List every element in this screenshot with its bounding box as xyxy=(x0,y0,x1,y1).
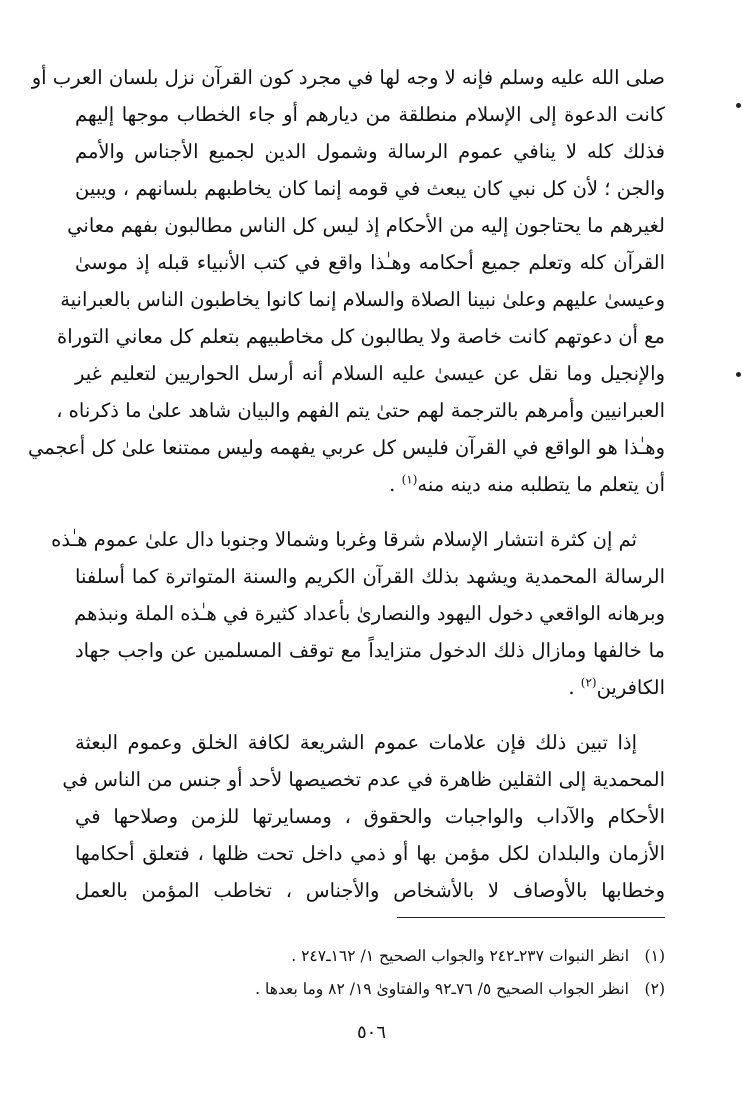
text-line: ثم إن كثرة انتشار الإسلام شرقا وغربا وشمالا وجنوبا دال علىٰ عموم هـٰذه xyxy=(51,528,637,551)
footnote-1 xyxy=(75,940,665,973)
text-line: لغيرهم ما يحتاجون إليه من الأحكام إذ ليس كل الناس مطالبون بفهم معاني xyxy=(67,214,665,237)
text-line: الأزمان والبلدان لكل مؤمن بها أو ذمي داخل تحت ظلها ، فتعلق أحكامها xyxy=(75,842,665,865)
line-end-punct: . xyxy=(389,473,402,496)
footnote-ref-1[interactable]: (١) xyxy=(401,472,418,487)
paragraph-1 xyxy=(27,59,665,503)
text-line-content: أن يتعلم ما يتطلبه منه دينه منه xyxy=(417,473,665,496)
footnote-text: انظر النبوات ٢٣٧ـ٢٤٢ والجواب الصحيح ١/ ١٦٢ـ٢٤٧ . xyxy=(291,947,629,965)
page-number: ٥٠٦ xyxy=(356,1022,386,1043)
text-line: الأحكام والآداب والواجبات والحقوق ، ومسايرتها للزمن وصلاحها في xyxy=(75,805,665,828)
text-line-content: الكافرين xyxy=(596,676,665,699)
text-line: إذا تبين ذلك فإن علامات عموم الشريعة لكافة الخلق وعموم البعثة xyxy=(75,731,637,754)
text-line: وهـٰذا هو الواقع في القرآن فليس كل عربي يفهمه وليس ممتنعا علىٰ كل أعجمي xyxy=(27,436,665,459)
footnote-ref-2[interactable]: (٢) xyxy=(580,675,597,690)
footnote-number: (١) xyxy=(644,947,665,965)
text-line: مع أن دعوتهم كانت خاصة ولا يطالبون كل مخاطبيهم بتعلم كل معاني التوراة xyxy=(57,325,665,348)
footnote-number: (٢) xyxy=(644,980,665,998)
footnote-2 xyxy=(75,973,665,1006)
text-line: وخطابها بالأوصاف لا بالأشخاص والأجناس ، تخاطب المؤمن بالعمل xyxy=(75,879,665,902)
footnote-divider xyxy=(397,917,665,918)
text-line: وبرهانه الواقعي دخول اليهود والنصارىٰ بأعداد كثيرة في هـٰذه الملة ونبذهم xyxy=(74,602,665,625)
text-line: صلى الله عليه وسلم فإنه لا وجه لها في مجرد كون القرآن نزل بلسان العرب أو xyxy=(31,66,665,89)
text-line: والإنجيل وما نقل عن عيسىٰ عليه السلام أنه أرسل الحواريين لتعليم غير xyxy=(75,362,665,385)
text-line: فذلك كله لا ينافي عموم الرسالة وشمول الدين لجميع الأجناس والأمم xyxy=(75,140,665,163)
margin-mark xyxy=(736,103,741,108)
text-line-last xyxy=(75,466,665,503)
text-line: وعيسىٰ عليهم وعلىٰ نبينا الصلاة والسلام إنما كانوا يخاطبون الناس بالعبرانية xyxy=(60,288,665,311)
footnotes xyxy=(75,940,665,1006)
line-end-punct: . xyxy=(568,676,581,699)
text-line: والجن ؛ لأن كل نبي كان يبعث في قومه إنما كان يخاطبهم بلسانهم ، ويبين xyxy=(75,177,665,200)
text-line: الرسالة المحمدية ويشهد بذلك القرآن الكريم والسنة المتواترة كما أسلفنا xyxy=(75,565,665,588)
text-line-last xyxy=(75,669,665,706)
footnote-text: انظر الجواب الصحيح ٥/ ٧٦ـ٩٢ والفتاوىٰ ١٩/ ٨٢ وما بعدها . xyxy=(255,980,629,998)
margin-mark xyxy=(736,372,741,377)
text-line: المحمدية إلى الثقلين ظاهرة في عدم تخصيصها لأحد أو جنس من الناس في xyxy=(62,768,665,791)
paragraph-2 xyxy=(51,521,665,706)
text-line: القرآن كله وتعلم جميع أحكامه وهـٰذا واقع في كتب الأنبياء قبله إذ موسىٰ xyxy=(75,251,665,274)
text-line: ما خالفها ومازال ذلك الدخول متزايداً مع توقف المسلمين عن واجب جهاد xyxy=(75,639,665,662)
paragraph-3 xyxy=(62,724,665,909)
text-line: العبرانيين وأمرهم بالترجمة لهم حتىٰ يتم الفهم والبيان شاهد علىٰ ما ذكرناه ، xyxy=(56,399,665,422)
text-line: كانت الدعوة إلى الإسلام منطلقة من ديارهم أو جاء الخطاب موجها إليهم xyxy=(75,103,665,126)
